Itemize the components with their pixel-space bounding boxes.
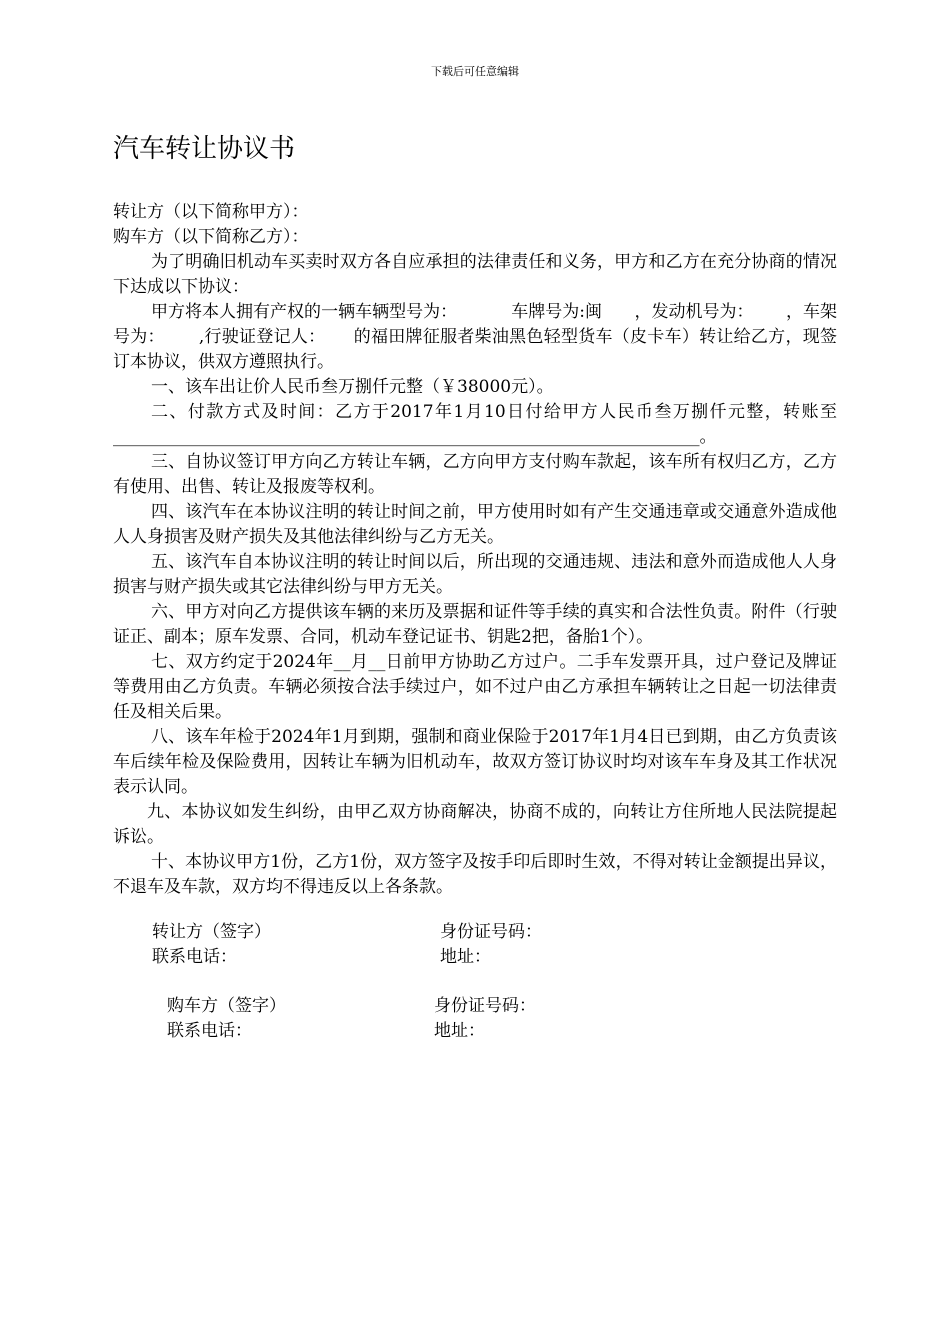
transferor-address-label: 地址： (440, 947, 491, 967)
clause-7: 七、双方约定于2024年__月__日前甲方协助乙方过户。二手车发票开具，过户登记及牌证等费用由乙方负责。车辆必须按合法手续过户，如不过户由乙方承担车辆转让之日起一切法律责任及相关后果。 (113, 652, 837, 722)
document-body (113, 200, 837, 900)
buyer-sign-label: 购车方（签字） (167, 996, 286, 1016)
clause-9: 九、本协议如发生纠纷，由甲乙双方协商解决，协商不成的，向转让方住所地人民法院提起诉讼。 (113, 802, 837, 847)
vehicle-description-paragraph: 甲方将本人拥有产权的一辆车辆型号为： 车牌号为:闽 ，发动机号为： ，车架号为： ,行驶证登记人： 的福田牌征服者柴油黑色轻型货车（皮卡车）转让给乙方，现签订本协议，供双方遵照执行。 (113, 302, 837, 372)
clause-3: 三、自协议签订甲方向乙方转让车辆，乙方向甲方支付购车款起，该车所有权归乙方，乙方有使用、出售、转让及报废等权利。 (113, 452, 837, 497)
clause-10: 十、本协议甲方1份，乙方1份，双方签字及按手印后即时生效，不得对转让金额提出异议，不退车及车款，双方均不得违反以上各条款。 (113, 852, 837, 897)
header-note: 下载后可任意编辑 (431, 65, 519, 78)
transferor-signature-block (152, 920, 612, 972)
transferor-party-line: 转让方（以下简称甲方）： (113, 202, 309, 222)
clause-6: 六、甲方对向乙方提供该车辆的来历及票据和证件等手续的真实和合法性负责。附件（行驶证正、副本；原车发票、合同，机动车登记证书、钥匙2把，备胎1个）。 (113, 602, 837, 647)
buyer-phone-label: 联系电话： (167, 1021, 252, 1041)
transferor-sign-label: 转让方（签字） (152, 922, 271, 942)
clause-8: 八、该车年检于2024年1月到期，强制和商业保险于2017年1月4日已到期，由乙方负责该车后续年检及保险费用，因转让车辆为旧机动车，故双方签订协议时均对该车车身及其工作状况表示认同。 (113, 727, 837, 797)
transferor-phone-label: 联系电话： (152, 947, 237, 967)
buyer-address-label: 地址： (434, 1021, 485, 1041)
clause-2: 二、付款方式及时间：乙方于2017年1月10日付给甲方人民币叁万捌仟元整，转账至_____________________________________________________________________。 (113, 402, 837, 447)
clause-4: 四、该汽车在本协议注明的转让时间之前，甲方使用时如有产生交通违章或交通意外造成他人人身损害及财产损失及其他法律纠纷与乙方无关。 (113, 502, 837, 547)
transferor-id-label: 身份证号码： (440, 922, 542, 942)
preamble-paragraph: 为了明确旧机动车买卖时双方各自应承担的法律责任和义务，甲方和乙方在充分协商的情况下达成以下协议： (113, 252, 837, 297)
clause-1: 一、该车出让价人民币叁万捌仟元整（￥38000元）。 (151, 377, 554, 397)
buyer-signature-block (167, 994, 627, 1046)
buyer-id-label: 身份证号码： (434, 996, 536, 1016)
document-title: 汽车转让协议书 (113, 134, 296, 164)
clause-5: 五、该汽车自本协议注明的转让时间以后，所出现的交通违规、违法和意外而造成他人人身损害与财产损失或其它法律纠纷与甲方无关。 (113, 552, 837, 597)
buyer-party-line: 购车方（以下简称乙方）： (113, 227, 309, 247)
